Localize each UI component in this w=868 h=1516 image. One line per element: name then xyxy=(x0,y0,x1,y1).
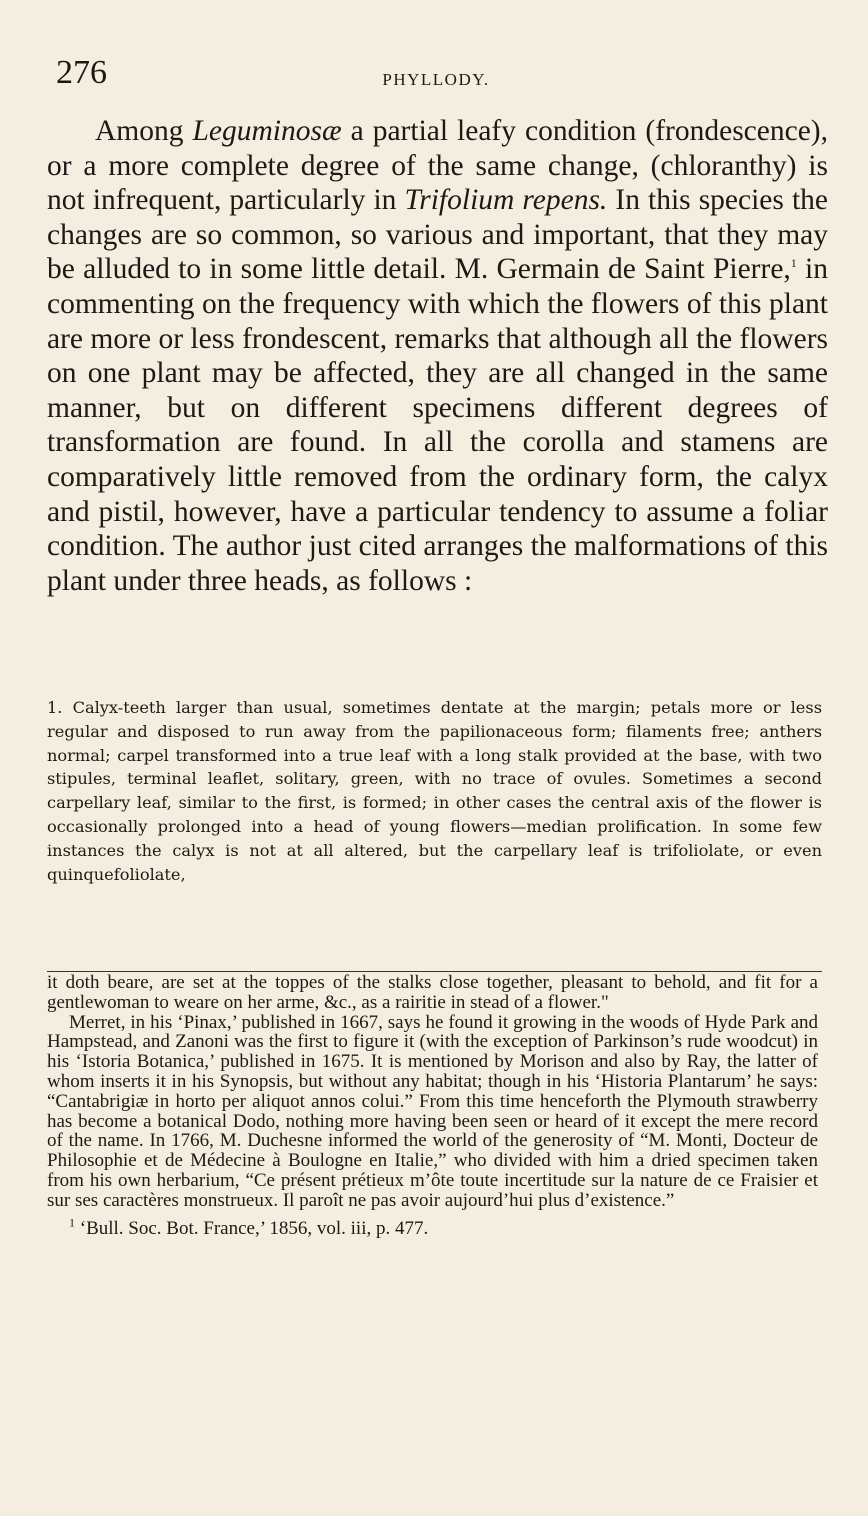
paragraph: Among Leguminosæ a partial leafy condition (frondescence), or a more complete degree of the same change, (chloranthy) is not infrequent, particularly in Trifolium repens. In this species the changes are so common, so various and important, that they may be alluded to in some little detail. M. Germain de Saint Pierre,$^1$ in commenting on the frequency with which the flowers of this plant are more or less frondescent, remarks that although all the flowers on one plant may be affected, they are all changed in the same manner, but on different specimens different degrees of transformation are found. In all the corolla and stamens are comparatively little removed from the ordinary form, the calyx and pistil, however, have a particular tendency to assume a foliar condition. The author just cited arranges the malformations of this plant under three heads, as follows : xyxy=(47,115,829,597)
block-quote xyxy=(47,696,822,886)
main-text xyxy=(47,114,828,598)
page-header xyxy=(50,46,822,96)
taxon-name: Leguminosæ xyxy=(192,115,342,147)
taxon-name: Trifolium repens. xyxy=(404,184,608,217)
footnote-text: ‘Bull. Soc. Bot. France,’ 1856, vol. iii, p. 477. xyxy=(75,1217,429,1239)
footnote-reference: 1 xyxy=(790,256,797,271)
footnotes xyxy=(47,973,818,1238)
note-continuation: it doth beare, are set at the toppes of the stalks close together, pleasant to behold, and fit for a gentlewoman to weare on her arme, &c., as a rairitie in stead of a flower." xyxy=(47,972,818,1013)
footnote xyxy=(47,1215,818,1239)
running-title: PHYLLODY. xyxy=(382,70,490,89)
quote-paragraph: 1. Calyx-teeth larger than usual, sometimes dentate at the margin; petals more or less regular and disposed to run away from the papilionaceous form; filaments free; anthers normal; carpel transformed into a true leaf with a long stalk provided at the base, with two stipules, terminal leaflet, solitary, green, with no trace of ovules. Sometimes a second carpellary leaf, similar to the first, is formed; in other cases the central axis of the flower is occasionally prolonged into a head of young flowers—median prolification. In some few instances the calyx is not at all altered, but the carpellary leaf is trifoliolate, or even quinquefoliolate, xyxy=(47,698,822,884)
page-number: 276 xyxy=(56,54,107,91)
note-paragraph: Merret, in his ‘Pinax,’ published in 1667, says he found it growing in the woods of Hyde Park and Hampstead, and Zanoni was the first to figure it (with the exception of Parkinson’s rude woodcut) in his ‘Istoria Botanica,’ published in 1675. It is mentioned by Morison and also by Ray, the latter of whom inserts it in his Synopsis, but without any habitat; though in his ‘Historia Plantarum’ he says: “Cantabrigiæ in horto per aliquot annos colui.” From this time henceforth the Plymouth strawberry has become a botanical Dodo, nothing more having been seen or heard of it except the mere record of the name. In 1766, M. Duchesne informed the world of the generosity of “M. Monti, Docteur de Philosophie et de Médecine à Boulogne en Italie,” who divided with him a dried specimen taken from his own herbarium, “Ce présent prétieux m’ôte toute incertitude sur la nature de ce Fraisier et sur ses caractères monstrueux. Il paroît ne pas avoir aujourd’hui plus d’existence.” xyxy=(47,1011,818,1211)
footnote-marker: 1 xyxy=(69,1215,75,1230)
